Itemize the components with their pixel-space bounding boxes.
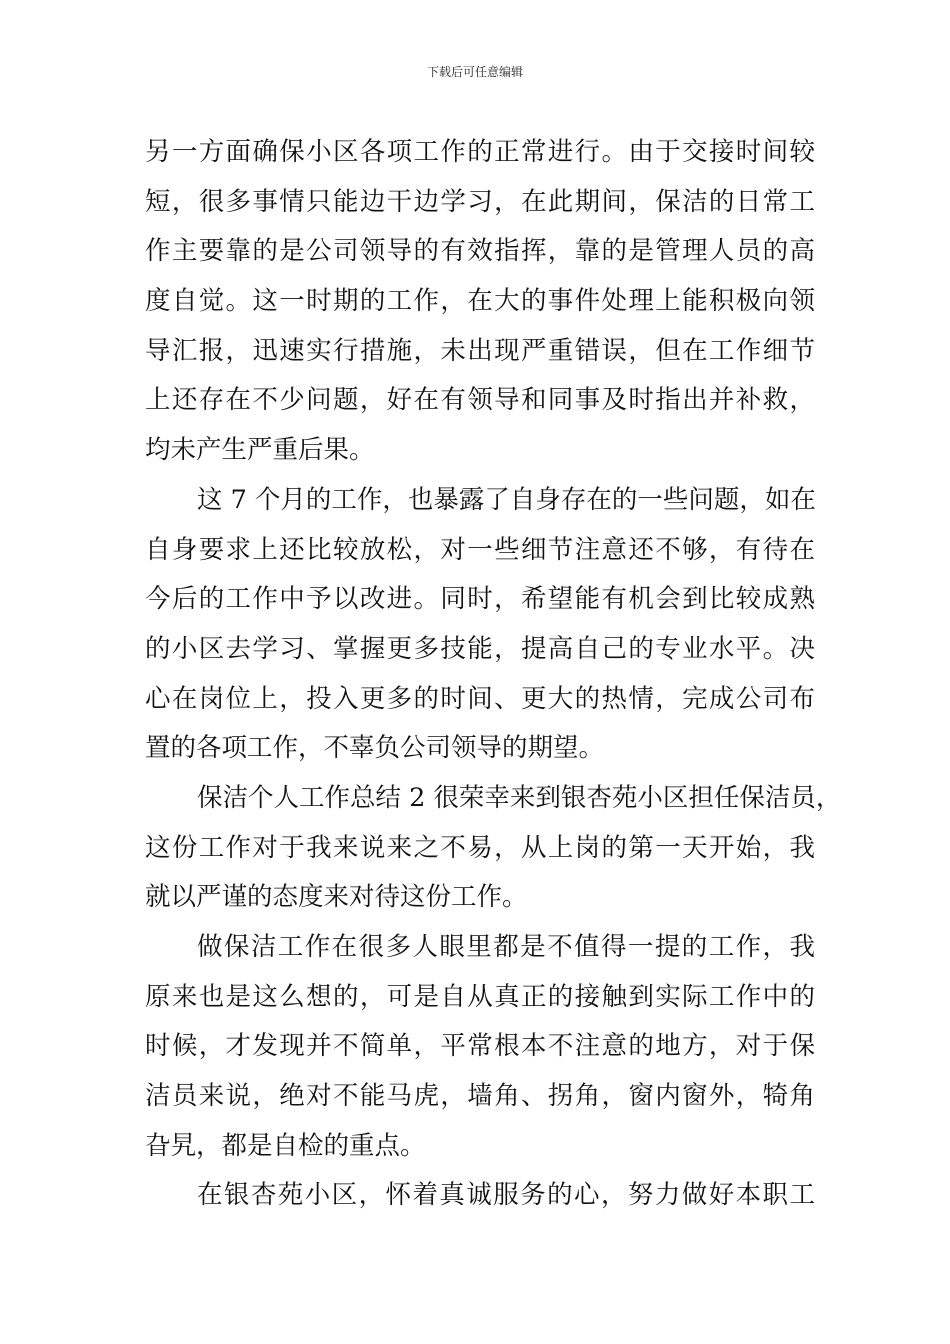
text-line: 度自觉。这一时期的工作，在大的事件处理上能积极向领 [145, 286, 815, 317]
text-line: 旮旯，都是自检的重点。 [145, 1130, 426, 1161]
text-line: 导汇报，迅速实行措施，未出现严重错误，但在工作细节 [145, 335, 815, 366]
text-line: 心在岗位上，投入更多的时间、更大的热情，完成公司布 [145, 683, 815, 714]
text-line: 置的各项工作，不辜负公司领导的期望。 [145, 733, 605, 764]
page-header: 下载后可任意编辑 [426, 65, 523, 79]
text-line: 做保洁工作在很多人眼里都是不值得一提的工作，我 [197, 932, 815, 962]
text-line: 作主要靠的是公司领导的有效指挥，靠的是管理人员的高 [145, 236, 815, 267]
text-line: 另一方面确保小区各项工作的正常进行。由于交接时间较 [145, 137, 815, 167]
text-line: 今后的工作中予以改进。同时，希望能有机会到比较成熟 [145, 584, 815, 615]
text-line: 的小区去学习、掌握更多技能，提高自己的专业水平。决 [145, 633, 815, 664]
text-line: 保洁个人工作总结 2 很荣幸来到银杏苑小区担任保洁员， [197, 782, 842, 813]
text-line: 原来也是这么想的，可是自从真正的接触到实际工作中的 [145, 981, 815, 1012]
paragraph-3 [145, 774, 842, 923]
paragraph-2 [145, 476, 815, 774]
text-line: 就以严谨的态度来对待这份工作。 [145, 882, 528, 913]
text-line: 在银杏苑小区，怀着真诚服务的心，努力做好本职工 [197, 1180, 815, 1211]
text-line: 短，很多事情只能边干边学习，在此期间，保洁的日常工 [145, 186, 815, 217]
document-body [145, 128, 842, 1221]
paragraph-4 [145, 923, 815, 1171]
text-line: 时候，才发现并不简单，平常根本不注意的地方，对于保 [145, 1031, 815, 1062]
text-line: 均未产生严重后果。 [145, 435, 375, 466]
paragraph-5 [145, 1171, 815, 1221]
paragraph-1 [145, 128, 815, 476]
text-line: 自身要求上还比较放松，对一些细节注意还不够，有待在 [145, 534, 815, 565]
text-line: 这份工作对于我来说来之不易，从上岗的第一天开始，我 [145, 832, 815, 863]
text-line: 这 7 个月的工作，也暴露了自身存在的一些问题，如在 [197, 484, 816, 515]
text-line: 上还存在不少问题，好在有领导和同事及时指出并补救， [145, 385, 815, 416]
text-line: 洁员来说，绝对不能马虎，墙角、拐角，窗内窗外，犄角 [145, 1081, 815, 1112]
